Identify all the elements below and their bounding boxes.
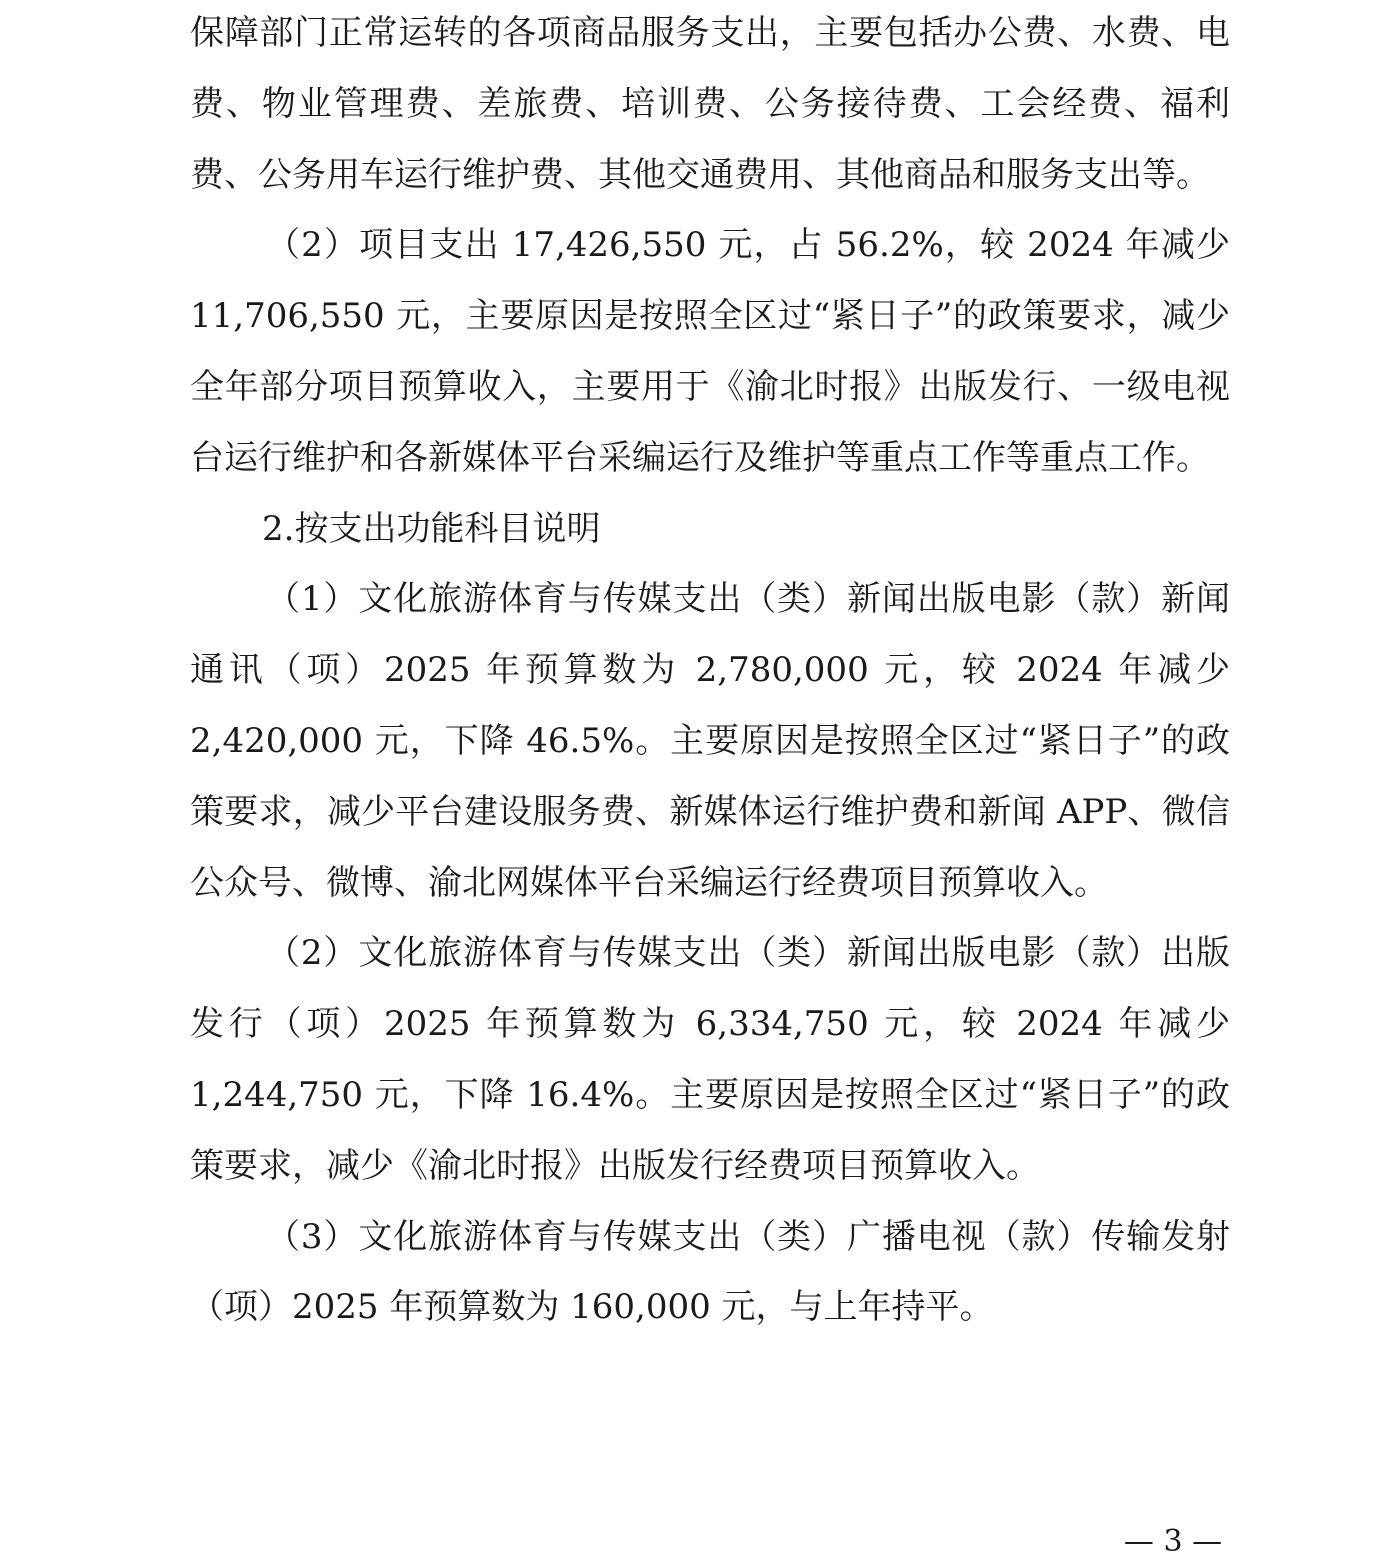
page-number: — 3 — bbox=[1123, 1524, 1223, 1559]
paragraph-broadcast-transmission: （3）文化旅游体育与传媒支出（类）广播电视（款）传输发射（项）2025 年预算数为 160,000 元，与上年持平。 bbox=[190, 1216, 1230, 1328]
document-body bbox=[190, 0, 1230, 1343]
paragraph-publishing-distribution: （2）文化旅游体育与传媒支出（类）新闻出版电影（款）出版发行（项）2025 年预算数为 6,334,750 元，较 2024 年减少1,244,750 元，下降 16.4%。主要原因是按照全区过“紧日子”的政策要求，减少《渝北时报》出版发行经费项目预算收入。 bbox=[190, 933, 1230, 1186]
paragraph-project-expense: （2）项目支出 17,426,550 元，占 56.2%，较 2024 年减少11,706,550 元，主要原因是按照全区过“紧日子”的政策要求，减少全年部分项目预算收入，主要用于《渝北时报》出版发行、一级电视台运行维护和各新媒体平台采编运行及维护等重点工作等重点工作。 bbox=[190, 225, 1230, 478]
paragraph-news-communication: （1）文化旅游体育与传媒支出（类）新闻出版电影（款）新闻通讯（项）2025 年预算数为 2,780,000 元，较 2024 年减少2,420,000 元，下降 46.5%。主要原因是按照全区过“紧日子”的政策要求，减少平台建设服务费、新媒体运行维护费和新闻 APP、微信公众号、微博、渝北网媒体平台采编运行经费项目预算收入。 bbox=[190, 579, 1230, 903]
paragraph-basic-expense-continued: 保障部门正常运转的各项商品服务支出，主要包括办公费、水费、电费、物业管理费、差旅费、培训费、公务接待费、工会经费、福利费、公务用车运行维护费、其他交通费用、其他商品和服务支出等。 bbox=[190, 13, 1230, 195]
section-heading-function-category: 2.按支出功能科目说明 bbox=[262, 508, 601, 549]
